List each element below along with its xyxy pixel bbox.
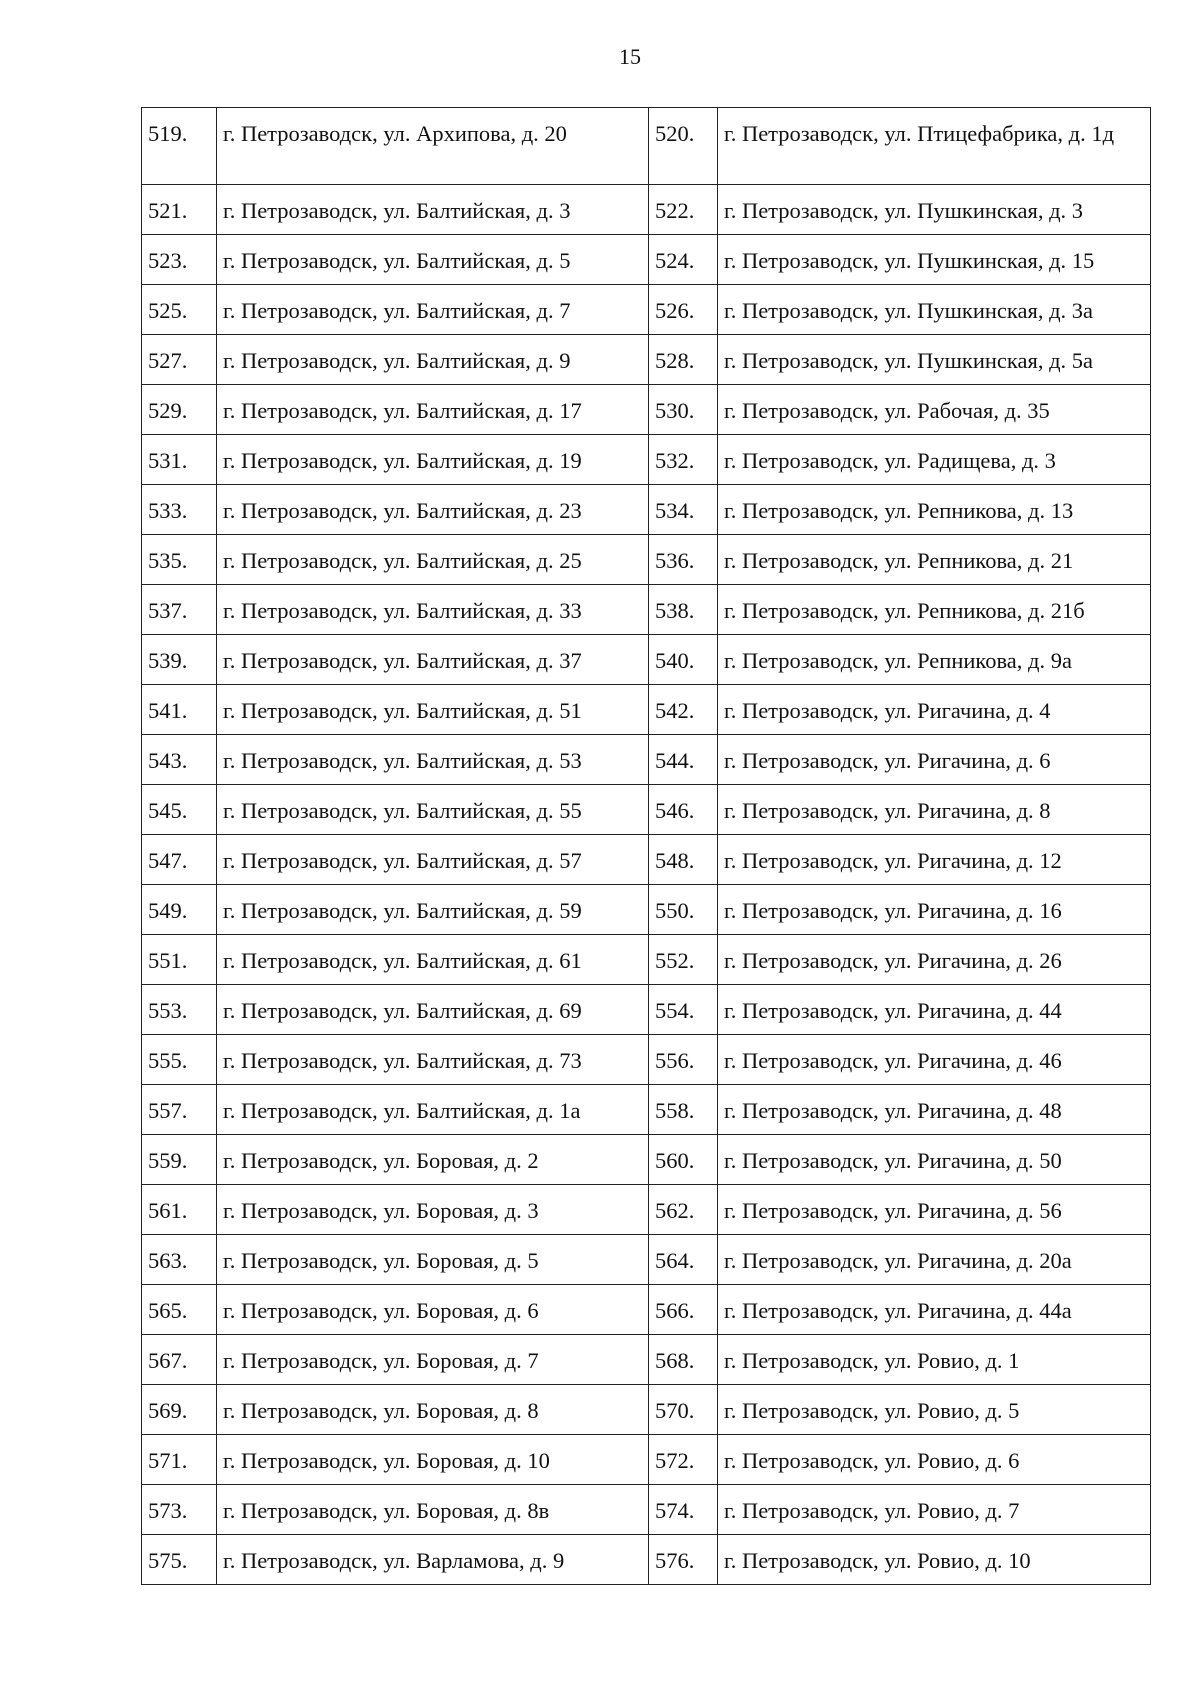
entry-address: г. Петрозаводск, ул. Варламова, д. 9 (217, 1535, 649, 1585)
entry-number: 538. (649, 585, 718, 635)
entry-address: г. Петрозаводск, ул. Ригачина, д. 46 (718, 1035, 1151, 1085)
entry-number: 536. (649, 535, 718, 585)
entry-address: г. Петрозаводск, ул. Ригачина, д. 8 (718, 785, 1151, 835)
entry-number: 528. (649, 335, 718, 385)
entry-number: 560. (649, 1135, 718, 1185)
entry-number: 540. (649, 635, 718, 685)
entry-number: 554. (649, 985, 718, 1035)
entry-address: г. Петрозаводск, ул. Боровая, д. 5 (217, 1235, 649, 1285)
table-row (142, 235, 1151, 285)
table-row (142, 835, 1151, 885)
entry-address: г. Петрозаводск, ул. Архипова, д. 20 (217, 108, 649, 185)
entry-address: г. Петрозаводск, ул. Балтийская, д. 9 (217, 335, 649, 385)
entry-address: г. Петрозаводск, ул. Боровая, д. 2 (217, 1135, 649, 1185)
entry-address: г. Петрозаводск, ул. Пушкинская, д. 3 (718, 185, 1151, 235)
entry-address: г. Петрозаводск, ул. Балтийская, д. 5 (217, 235, 649, 285)
entry-address: г. Петрозаводск, ул. Балтийская, д. 69 (217, 985, 649, 1035)
entry-number: 531. (142, 435, 217, 485)
entry-address: г. Петрозаводск, ул. Ровио, д. 10 (718, 1535, 1151, 1585)
entry-number: 541. (142, 685, 217, 735)
entry-address: г. Петрозаводск, ул. Боровая, д. 6 (217, 1285, 649, 1335)
address-table (141, 107, 1151, 1585)
entry-address: г. Петрозаводск, ул. Ригачина, д. 6 (718, 735, 1151, 785)
entry-number: 562. (649, 1185, 718, 1235)
entry-number: 559. (142, 1135, 217, 1185)
entry-address: г. Петрозаводск, ул. Репникова, д. 9а (718, 635, 1151, 685)
entry-number: 525. (142, 285, 217, 335)
entry-number: 551. (142, 935, 217, 985)
entry-address: г. Петрозаводск, ул. Балтийская, д. 59 (217, 885, 649, 935)
entry-address: г. Петрозаводск, ул. Балтийская, д. 17 (217, 385, 649, 435)
table-row (142, 585, 1151, 635)
entry-number: 543. (142, 735, 217, 785)
entry-address: г. Петрозаводск, ул. Радищева, д. 3 (718, 435, 1151, 485)
entry-address: г. Петрозаводск, ул. Балтийская, д. 53 (217, 735, 649, 785)
entry-address: г. Петрозаводск, ул. Репникова, д. 21б (718, 585, 1151, 635)
table-row (142, 1135, 1151, 1185)
entry-address: г. Петрозаводск, ул. Боровая, д. 8 (217, 1385, 649, 1435)
entry-address: г. Петрозаводск, ул. Балтийская, д. 51 (217, 685, 649, 735)
entry-address: г. Петрозаводск, ул. Ригачина, д. 26 (718, 935, 1151, 985)
entry-number: 534. (649, 485, 718, 535)
entry-number: 522. (649, 185, 718, 235)
entry-address: г. Петрозаводск, ул. Ригачина, д. 44 (718, 985, 1151, 1035)
entry-number: 523. (142, 235, 217, 285)
entry-number: 546. (649, 785, 718, 835)
entry-address: г. Петрозаводск, ул. Балтийская, д. 3 (217, 185, 649, 235)
entry-address: г. Петрозаводск, ул. Балтийская, д. 19 (217, 435, 649, 485)
entry-number: 565. (142, 1285, 217, 1335)
entry-address: г. Петрозаводск, ул. Пушкинская, д. 3а (718, 285, 1151, 335)
entry-number: 542. (649, 685, 718, 735)
table-row (142, 985, 1151, 1035)
entry-number: 574. (649, 1485, 718, 1535)
table-row (142, 1435, 1151, 1485)
entry-number: 568. (649, 1335, 718, 1385)
entry-address: г. Петрозаводск, ул. Балтийская, д. 37 (217, 635, 649, 685)
entry-address: г. Петрозаводск, ул. Ригачина, д. 12 (718, 835, 1151, 885)
entry-address: г. Петрозаводск, ул. Пушкинская, д. 5а (718, 335, 1151, 385)
entry-number: 564. (649, 1235, 718, 1285)
table-row (142, 1535, 1151, 1585)
table-row (142, 1335, 1151, 1385)
entry-number: 545. (142, 785, 217, 835)
table-row (142, 1035, 1151, 1085)
table-row (142, 335, 1151, 385)
entry-number: 570. (649, 1385, 718, 1435)
entry-number: 556. (649, 1035, 718, 1085)
entry-number: 532. (649, 435, 718, 485)
entry-address: г. Петрозаводск, ул. Балтийская, д. 73 (217, 1035, 649, 1085)
entry-number: 520. (649, 108, 718, 185)
entry-number: 529. (142, 385, 217, 435)
entry-number: 553. (142, 985, 217, 1035)
table-row (142, 1185, 1151, 1235)
entry-number: 557. (142, 1085, 217, 1135)
table-row (142, 1385, 1151, 1435)
table-row (142, 285, 1151, 335)
entry-address: г. Петрозаводск, ул. Ригачина, д. 4 (718, 685, 1151, 735)
entry-number: 547. (142, 835, 217, 885)
table-row (142, 435, 1151, 485)
entry-number: 530. (649, 385, 718, 435)
entry-address: г. Петрозаводск, ул. Ровио, д. 5 (718, 1385, 1151, 1435)
entry-address: г. Петрозаводск, ул. Ригачина, д. 50 (718, 1135, 1151, 1185)
entry-address: г. Петрозаводск, ул. Птицефабрика, д. 1д (718, 108, 1151, 185)
entry-address: г. Петрозаводск, ул. Боровая, д. 7 (217, 1335, 649, 1385)
table-row (142, 685, 1151, 735)
entry-address: г. Петрозаводск, ул. Ровио, д. 6 (718, 1435, 1151, 1485)
table-row (142, 935, 1151, 985)
entry-address: г. Петрозаводск, ул. Ригачина, д. 48 (718, 1085, 1151, 1135)
entry-address: г. Петрозаводск, ул. Балтийская, д. 61 (217, 935, 649, 985)
entry-number: 558. (649, 1085, 718, 1135)
entry-number: 549. (142, 885, 217, 935)
entry-number: 566. (649, 1285, 718, 1335)
entry-number: 537. (142, 585, 217, 635)
entry-address: г. Петрозаводск, ул. Репникова, д. 21 (718, 535, 1151, 585)
entry-address: г. Петрозаводск, ул. Балтийская, д. 25 (217, 535, 649, 585)
entry-number: 555. (142, 1035, 217, 1085)
table-row (142, 885, 1151, 935)
table-row (142, 385, 1151, 435)
table-row (142, 785, 1151, 835)
entry-address: г. Петрозаводск, ул. Балтийская, д. 57 (217, 835, 649, 885)
entry-number: 539. (142, 635, 217, 685)
entry-address: г. Петрозаводск, ул. Боровая, д. 3 (217, 1185, 649, 1235)
table-row (142, 735, 1151, 785)
entry-address: г. Петрозаводск, ул. Ригачина, д. 44а (718, 1285, 1151, 1335)
entry-address: г. Петрозаводск, ул. Репникова, д. 13 (718, 485, 1151, 535)
entry-number: 571. (142, 1435, 217, 1485)
entry-number: 544. (649, 735, 718, 785)
entry-address: г. Петрозаводск, ул. Балтийская, д. 55 (217, 785, 649, 835)
page-number: 15 (619, 44, 641, 69)
entry-address: г. Петрозаводск, ул. Ригачина, д. 16 (718, 885, 1151, 935)
entry-address: г. Петрозаводск, ул. Рабочая, д. 35 (718, 385, 1151, 435)
entry-number: 573. (142, 1485, 217, 1535)
table-row (142, 1235, 1151, 1285)
table-row (142, 1085, 1151, 1135)
entry-number: 567. (142, 1335, 217, 1385)
entry-number: 552. (649, 935, 718, 985)
entry-number: 533. (142, 485, 217, 535)
entry-number: 526. (649, 285, 718, 335)
entry-number: 535. (142, 535, 217, 585)
entry-address: г. Петрозаводск, ул. Балтийская, д. 33 (217, 585, 649, 635)
entry-address: г. Петрозаводск, ул. Ровио, д. 1 (718, 1335, 1151, 1385)
table-row (142, 1485, 1151, 1535)
entry-number: 521. (142, 185, 217, 235)
entry-address: г. Петрозаводск, ул. Балтийская, д. 7 (217, 285, 649, 335)
entry-number: 550. (649, 885, 718, 935)
table-row (142, 108, 1151, 185)
entry-number: 561. (142, 1185, 217, 1235)
entry-number: 576. (649, 1535, 718, 1585)
entry-number: 563. (142, 1235, 217, 1285)
entry-address: г. Петрозаводск, ул. Ровио, д. 7 (718, 1485, 1151, 1535)
entry-address: г. Петрозаводск, ул. Ригачина, д. 20а (718, 1235, 1151, 1285)
table-row (142, 185, 1151, 235)
entry-number: 569. (142, 1385, 217, 1435)
entry-number: 575. (142, 1535, 217, 1585)
entry-number: 524. (649, 235, 718, 285)
table-row (142, 485, 1151, 535)
entry-number: 527. (142, 335, 217, 385)
table-row (142, 535, 1151, 585)
entry-address: г. Петрозаводск, ул. Ригачина, д. 56 (718, 1185, 1151, 1235)
entry-address: г. Петрозаводск, ул. Балтийская, д. 1а (217, 1085, 649, 1135)
entry-address: г. Петрозаводск, ул. Боровая, д. 8в (217, 1485, 649, 1535)
table-row (142, 635, 1151, 685)
entry-address: г. Петрозаводск, ул. Пушкинская, д. 15 (718, 235, 1151, 285)
entry-number: 519. (142, 108, 217, 185)
table-row (142, 1285, 1151, 1335)
entry-number: 548. (649, 835, 718, 885)
address-table-body (142, 108, 1151, 1585)
entry-address: г. Петрозаводск, ул. Балтийская, д. 23 (217, 485, 649, 535)
entry-number: 572. (649, 1435, 718, 1485)
entry-address: г. Петрозаводск, ул. Боровая, д. 10 (217, 1435, 649, 1485)
